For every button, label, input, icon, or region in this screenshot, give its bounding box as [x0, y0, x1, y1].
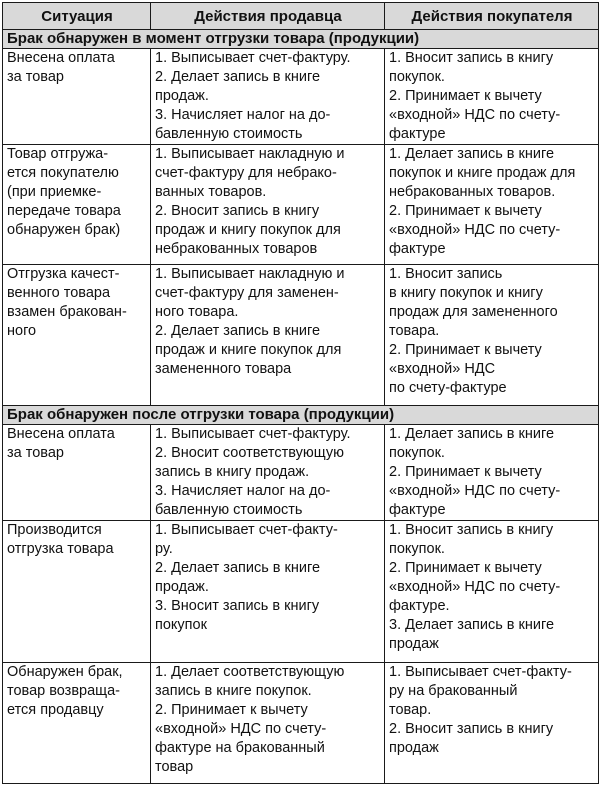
cell-text-line: обнаружен брак)	[7, 222, 121, 238]
table-row	[3, 145, 599, 265]
cell-text-line: продаж.	[155, 88, 209, 104]
cell-text-line: 2. Делает запись в книге	[155, 323, 321, 339]
cell-text-line: 2. Вносит соответствующую	[155, 445, 344, 461]
seller-actions-cell	[151, 145, 385, 265]
cell-text-line: замененного товара	[155, 361, 292, 377]
cell-text-line: 2. Принимает к вычету	[155, 702, 308, 718]
table-row	[3, 663, 599, 784]
cell-text-line: «входной» НДС	[389, 361, 496, 377]
cell-text-line: ру на бракованный	[389, 683, 518, 699]
cell-text-line: запись в книгу продаж.	[155, 464, 310, 480]
cell-text-line: ется продавцу	[7, 702, 104, 718]
cell-text-line: продаж и книге покупок для	[155, 342, 342, 358]
cell-text-line: фактуре на бракованный	[155, 740, 325, 756]
cell-text-line: венного товара	[7, 285, 111, 301]
cell-text-line: «входной» НДС по счету-	[389, 107, 561, 123]
cell-text-line: покупок	[155, 617, 207, 633]
seller-actions-cell	[151, 49, 385, 145]
header-situation: Ситуация	[3, 3, 151, 30]
cell-text-line: продаж.	[155, 579, 209, 595]
seller-actions-cell	[151, 425, 385, 521]
table-row	[3, 521, 599, 663]
section-row	[3, 30, 599, 49]
cell-text-line: 3. Вносит запись в книгу	[155, 598, 320, 614]
situation-cell	[3, 663, 151, 784]
table-body	[3, 30, 599, 784]
cell-text-line: продаж	[389, 636, 439, 652]
buyer-actions-cell	[385, 425, 599, 521]
cell-text-line: 2. Делает запись в книге	[155, 560, 321, 576]
cell-text-line: передаче товара	[7, 203, 121, 219]
situation-cell	[3, 145, 151, 265]
cell-text-line: продаж	[389, 740, 439, 756]
cell-text-line: товар.	[389, 702, 432, 718]
cell-text-line: фактуре.	[389, 598, 450, 614]
cell-text-line: 1. Вносит запись в книгу	[389, 50, 554, 66]
cell-text-line: Внесена оплата	[7, 426, 115, 442]
cell-text-line: фактуре	[389, 502, 446, 518]
cell-text-line: Обнаружен брак,	[7, 664, 123, 680]
cell-text-line: 1. Выписывает счет-фактуру.	[155, 50, 351, 66]
cell-text-line: «входной» НДС по счету-	[389, 222, 561, 238]
cell-text-line: небракованных товаров	[155, 241, 318, 257]
cell-text-line: 2. Вносит запись в книгу	[155, 203, 320, 219]
cell-text-line: Товар отгружа-	[7, 146, 109, 162]
situation-cell	[3, 521, 151, 663]
cell-text-line: продаж для замененного	[389, 304, 558, 320]
buyer-actions-cell	[385, 663, 599, 784]
cell-text-line: товара.	[389, 323, 440, 339]
cell-text-line: ванных товаров.	[155, 184, 267, 200]
section-title: Брак обнаружен в момент отгрузки товара (продукции)	[3, 30, 599, 49]
cell-text-line: 1. Выписывает счет-факту-	[155, 522, 338, 538]
cell-text-line: ного товара.	[155, 304, 239, 320]
header-row	[3, 3, 599, 30]
cell-text-line: бавленную стоимость	[155, 126, 303, 142]
cell-text-line: 2. Принимает к вычету	[389, 560, 542, 576]
buyer-actions-cell	[385, 49, 599, 145]
section-title: Брак обнаружен после отгрузки товара (продукции)	[3, 406, 599, 425]
seller-actions-cell	[151, 265, 385, 406]
cell-text-line: Отгрузка качест-	[7, 266, 120, 282]
cell-text-line: ного	[7, 323, 37, 339]
vat-defect-table	[2, 2, 599, 784]
cell-text-line: счет-фактуру для небрако-	[155, 165, 337, 181]
cell-text-line: 1. Выписывает накладную и	[155, 146, 345, 162]
situation-cell	[3, 425, 151, 521]
cell-text-line: «входной» НДС по счету-	[389, 483, 561, 499]
cell-text-line: фактуре	[389, 126, 446, 142]
cell-text-line: товар возвраща-	[7, 683, 120, 699]
cell-text-line: продаж и книгу покупок для	[155, 222, 341, 238]
cell-text-line: 2. Вносит запись в книгу	[389, 721, 554, 737]
cell-text-line: 2. Принимает к вычету	[389, 464, 542, 480]
cell-text-line: 1. Делает запись в книге	[389, 146, 555, 162]
cell-text-line: покупок.	[389, 445, 445, 461]
header-buyer-actions: Действия покупателя	[385, 3, 599, 30]
cell-text-line: ется покупателю	[7, 165, 119, 181]
cell-text-line: бавленную стоимость	[155, 502, 303, 518]
cell-text-line: ру.	[155, 541, 173, 557]
cell-text-line: 2. Принимает к вычету	[389, 342, 542, 358]
cell-text-line: отгрузка товара	[7, 541, 114, 557]
cell-text-line: 2. Принимает к вычету	[389, 88, 542, 104]
cell-text-line: 3. Начисляет налог на до-	[155, 107, 331, 123]
cell-text-line: фактуре	[389, 241, 446, 257]
cell-text-line: «входной» НДС по счету-	[155, 721, 327, 737]
cell-text-line: взамен бракован-	[7, 304, 127, 320]
cell-text-line: товар	[155, 759, 194, 775]
cell-text-line: в книгу покупок и книгу	[389, 285, 543, 301]
cell-text-line: 1. Выписывает счет-факту-	[389, 664, 572, 680]
cell-text-line: 1. Делает соответствующую	[155, 664, 345, 680]
cell-text-line: за товар	[7, 445, 64, 461]
cell-text-line: 1. Выписывает счет-фактуру.	[155, 426, 351, 442]
header-seller-actions: Действия продавца	[151, 3, 385, 30]
cell-text-line: счет-фактуру для заменен-	[155, 285, 339, 301]
cell-text-line: небракованных товаров.	[389, 184, 556, 200]
cell-text-line: 1. Делает запись в книге	[389, 426, 555, 442]
situation-cell	[3, 265, 151, 406]
cell-text-line: 1. Вносит запись в книгу	[389, 522, 554, 538]
cell-text-line: запись в книге покупок.	[155, 683, 312, 699]
cell-text-line: 3. Делает запись в книге	[389, 617, 555, 633]
buyer-actions-cell	[385, 521, 599, 663]
cell-text-line: «входной» НДС по счету-	[389, 579, 561, 595]
cell-text-line: 2. Принимает к вычету	[389, 203, 542, 219]
section-row	[3, 406, 599, 425]
cell-text-line: покупок.	[389, 541, 445, 557]
table-row	[3, 265, 599, 406]
cell-text-line: покупок.	[389, 69, 445, 85]
situation-cell	[3, 49, 151, 145]
seller-actions-cell	[151, 521, 385, 663]
table-row	[3, 49, 599, 145]
cell-text-line: покупок и книге продаж для	[389, 165, 576, 181]
cell-text-line: 3. Начисляет налог на до-	[155, 483, 331, 499]
cell-text-line: Производится	[7, 522, 102, 538]
cell-text-line: 1. Вносит запись	[389, 266, 503, 282]
seller-actions-cell	[151, 663, 385, 784]
cell-text-line: Внесена оплата	[7, 50, 115, 66]
cell-text-line: 1. Выписывает накладную и	[155, 266, 345, 282]
table-row	[3, 425, 599, 521]
cell-text-line: за товар	[7, 69, 64, 85]
cell-text-line: 2. Делает запись в книге	[155, 69, 321, 85]
buyer-actions-cell	[385, 265, 599, 406]
buyer-actions-cell	[385, 145, 599, 265]
cell-text-line: (при приемке-	[7, 184, 102, 200]
cell-text-line: по счету-фактуре	[389, 380, 507, 396]
